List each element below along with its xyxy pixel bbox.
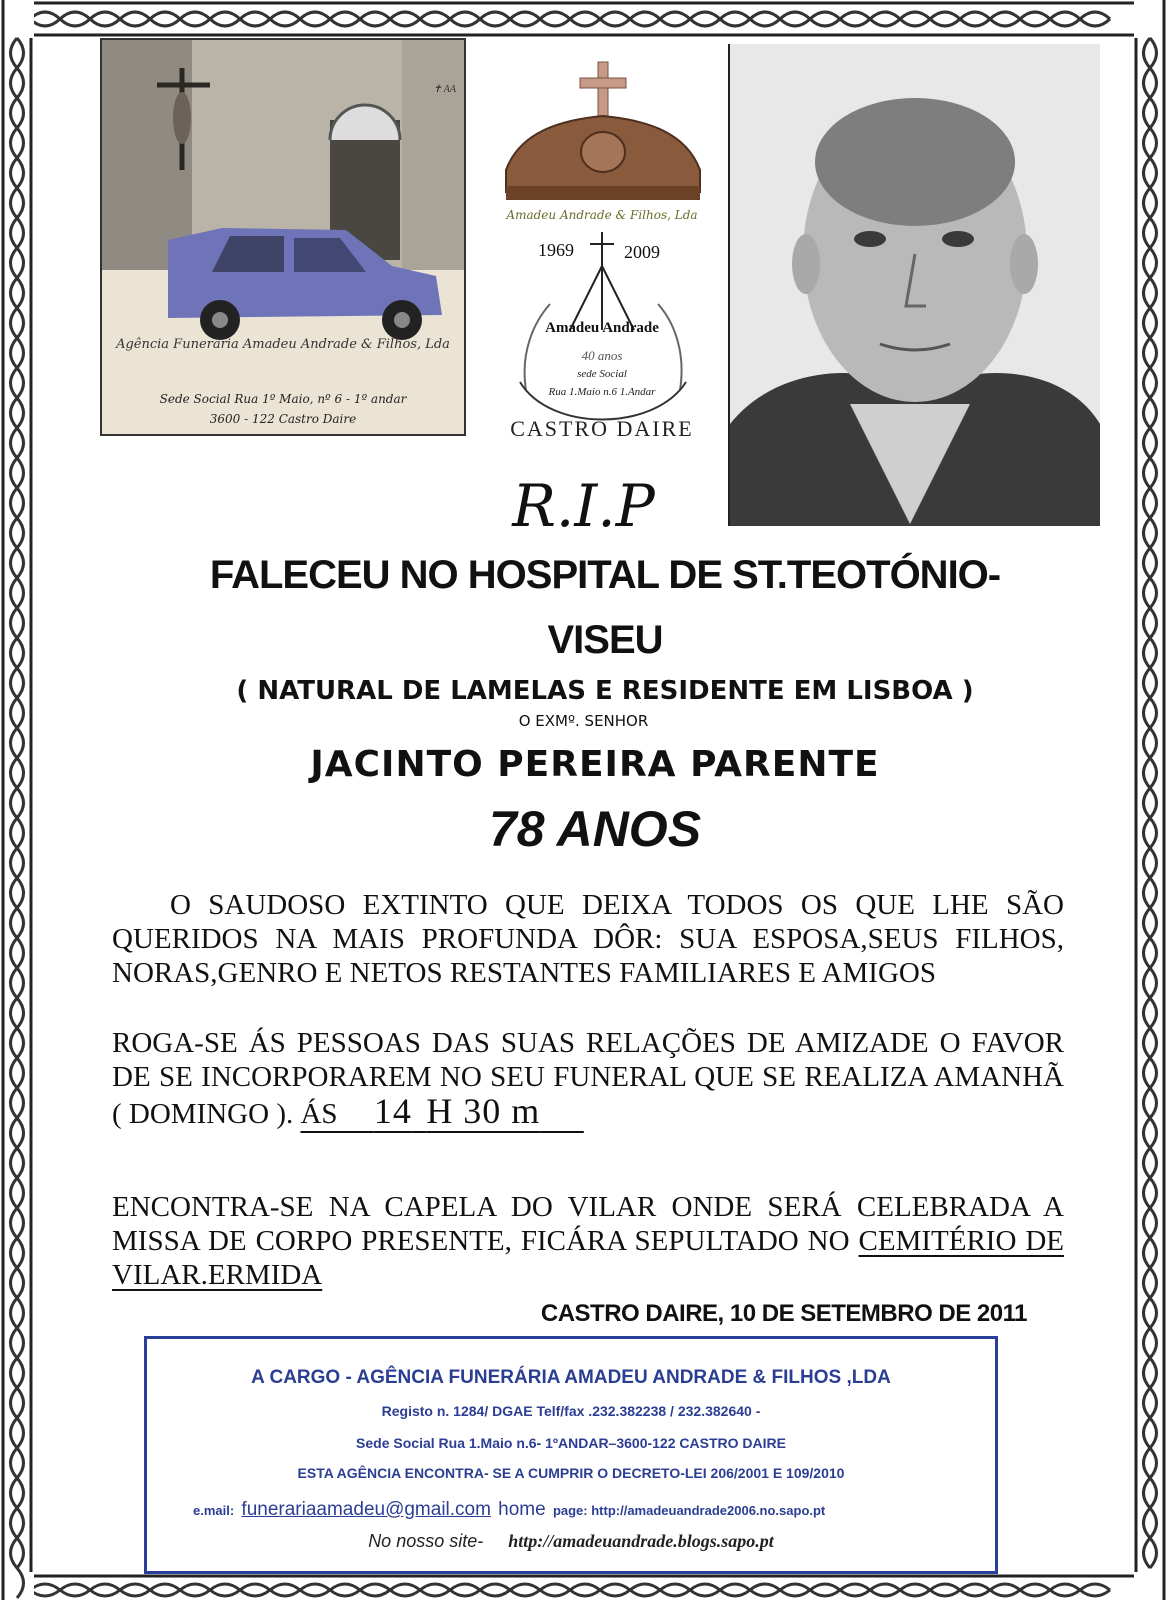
- place-and-date: CASTRO DAIRE, 10 DE SETEMBRO DE 2011: [540, 1300, 1027, 1327]
- headline-line1: FALECEU NO HOSPITAL DE ST.TEOTÓNIO-: [209, 553, 1001, 597]
- origin-residence: ( NATURAL DE LAMELAS E RESIDENTE EM LISBOA ): [236, 676, 974, 706]
- agency-site-line: [147, 1531, 995, 1552]
- site-label: No nosso site-: [368, 1531, 484, 1551]
- home-label: home: [498, 1499, 546, 1520]
- agency-registration: Registo n. 1284/ DGAE Telf/fax .232.382238 / 232.382640 -: [381, 1403, 761, 1419]
- deceased-age: 78 ANOS: [488, 801, 702, 857]
- agency-decree: ESTA AGÊNCIA ENCONTRA- SE A CUMPRIR O DECRETO-LEI 206/2001 E 109/2010: [297, 1465, 845, 1481]
- agency-info-box: [144, 1336, 998, 1574]
- email-label: e.mail:: [193, 1503, 235, 1518]
- hearse-address-line2: 3600 - 122 Castro Daire: [209, 412, 357, 426]
- paragraph-funeral-text: ROGA-SE ÁS PESSOAS DAS SUAS RELAÇÕES DE AMIZADE O FAVOR DE SE INCORPORAREM NO SEU FUNERAL QUE SE REALIZA AMANHÃ ( DOMINGO ).: [112, 1027, 1064, 1130]
- logo-year-start: 1969: [538, 240, 574, 260]
- logo-hq: sede Social: [577, 368, 627, 380]
- homepage-link[interactable]: page: http://amadeuandrade2006.no.sapo.pt: [552, 1503, 826, 1518]
- cemetery-name: CEMITÉRIO DE VILAR.ERMIDA: [112, 1225, 1064, 1291]
- funeral-time-minutes: H 30 m: [426, 1091, 541, 1131]
- site-link[interactable]: http://amadeuandrade.blogs.sapo.pt: [508, 1531, 774, 1551]
- logo-company: Amadeu Andrade & Filhos, Lda: [506, 208, 698, 222]
- logo-brand: Amadeu Andrade: [545, 320, 659, 336]
- paragraph-bereaved: O SAUDOSO EXTINTO QUE DEIXA TODOS OS QUE LHE SÃO QUERIDOS NA MAIS PROFUNDA DÔR: SUA ESPOSA,SEUS FILHOS, NORAS,GENRO E NETOS RESTANTES FAMILIARES E AMIGOS: [112, 889, 1064, 989]
- funeral-agency-logo: [490, 52, 714, 470]
- paragraph-chapel: [112, 1190, 1064, 1292]
- honorific: O EXMº. SENHOR: [518, 712, 649, 730]
- agency-headquarters: Sede Social Rua 1.Maio n.6- 1ºANDAR–3600-122 CASTRO DAIRE: [356, 1435, 786, 1451]
- deceased-name: JACINTO PEREIRA PARENTE: [310, 744, 880, 785]
- agency-contact-line: [147, 1499, 995, 1521]
- hearse-address-line1: Sede Social Rua 1º Maio, nº 6 - 1º andar: [159, 392, 407, 406]
- paragraph-funeral: [112, 1026, 1064, 1131]
- logo-years: 40 anos: [581, 348, 623, 363]
- decorative-border-bottom: [0, 1572, 1167, 1600]
- hearse-brand-text: Agência Funerária Amadeu Andrade & Filhos, Lda: [116, 337, 450, 352]
- headline-line2: VISEU: [547, 618, 663, 662]
- logo-town: CASTRO DAIRE: [510, 416, 694, 441]
- logo-street: Rua 1.Maio n.6 1.Andar: [548, 386, 656, 398]
- funeral-time-hour: 14: [373, 1091, 412, 1131]
- decorative-border-top: [0, 0, 1167, 38]
- paragraph-chapel-text: ENCONTRA-SE NA CAPELA DO VILAR ONDE SERÁ CELEBRADA A MISSA DE CORPO PRESENTE, FICÁRA SEPULTADO NO: [112, 1191, 1064, 1257]
- agency-title: A CARGO - AGÊNCIA FUNERÁRIA AMADEU ANDRADE & FILHOS ,LDA: [251, 1367, 891, 1388]
- email-link[interactable]: funerariaamadeu@gmail.com: [241, 1499, 491, 1520]
- portrait-photo: [728, 44, 1100, 526]
- logo-year-end: 2009: [624, 242, 660, 262]
- funeral-time: [300, 1091, 583, 1131]
- rip-title: R.I.P: [512, 472, 655, 540]
- hearse-photo: [100, 38, 466, 436]
- svg-text:✝ AA: ✝ AA: [433, 84, 456, 95]
- funeral-time-prefix: ÁS: [300, 1098, 338, 1130]
